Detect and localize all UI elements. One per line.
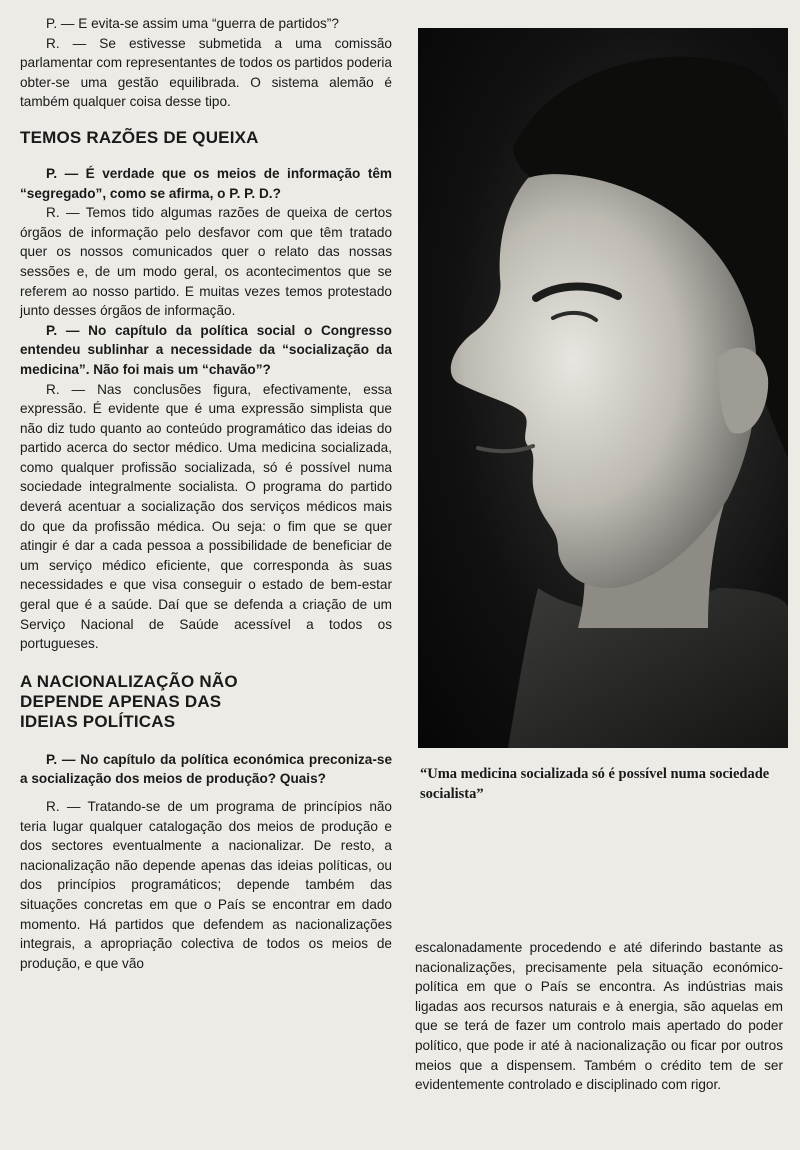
section-heading: TEMOS RAZÕES DE QUEIXA (20, 127, 259, 147)
answer-paragraph: R. — Se estivesse submetida a uma comissão parlamentar com representantes de todos os partidos poderia obter-se uma gestão equilibrada. O sistema alemão é também qualquer coisa desse tipo. (20, 35, 392, 110)
answer-paragraph: R. — Tratando-se de um programa de princípios não teria lugar qualquer catalogação dos meios de produção e dos sectores eventualmente a nacionalizar. De resto, a nacionalização não depende apenas das ideias políticas, ou dos princípios programáticos; depende também das situações concretas em que o País se encontrar em dado momento. Há partidos que defendem as nacionalizações integrais, a apropriação colectiva de todos os meios de produção, e que vão (20, 799, 392, 971)
question-paragraph: P. — No capítulo da política económica preconiza-se a socialização dos meios de produção? Quais? (20, 751, 392, 787)
portrait-illustration (418, 28, 788, 748)
section-heading: A NACIONALIZAÇÃO NÃO DEPENDE APENAS DAS IDEIAS POLÍTICAS (20, 671, 238, 731)
portrait-photo (418, 28, 788, 748)
answer-paragraph: R. — Nas conclusões figura, efectivamente, essa expressão. É evidente que é uma expressão simplista que não diz tudo quanto ao conteúdo programático das ideias do partido acerca do sector médico. Uma medicina socializada, como qualquer profissão socializada, só é possível numa sociedade integralmente socialista. O programa do partido deverá acentuar a socialização dos serviços médicos mais do que da profissão médica. Ou seja: o fim que se quer atingir é dar a cada pessoa a possibilidade de beneficiar de um serviço médico eficiente, que corresponda às suas necessidades e que visa conseguir o estado de bem-estar geral que é a saúde. Daí que se defenda a criação de um Serviço Nacional de Saúde acessível a todos os portugueses. (20, 381, 392, 652)
answer-paragraph: R. — Temos tido algumas razões de queixa de certos órgãos de informação pelo desfavor com que têm tratado quer os nossos comunicados quer o relato das nossas sessões e, de um modo geral, os acontecimentos que se referem ao nosso partido. E muitas vezes temos protestado junto desses órgãos de informação. (20, 205, 392, 319)
left-column (20, 14, 392, 973)
answer-paragraph-continued: escalonadamente procedendo e até diferindo bastante as nacionalizações, precisamente pela situação económico-política em que o País se encontra. As indústrias mais ligadas aos recursos naturais e à energia, são aquelas em que se terá de fazer um controlo mais apertado do poder político, que pode ir até à nacionalização ou ficar por outros meios que a dispensem. Também o crédito tem de ser evidentemente controlado e disciplinado com rigor. (415, 940, 783, 1093)
question-paragraph: P. — No capítulo da política social o Congresso entendeu sublinhar a necessidade da “socialização da medicina”. Não foi mais um “chavão”? (20, 322, 392, 377)
right-column (415, 938, 783, 1095)
question-paragraph: P. — É verdade que os meios de informação têm “segregado”, como se afirma, o P. P. D.? (20, 165, 392, 201)
photo-caption: “Uma medicina socializada só é possível numa sociedade socialista” (420, 766, 770, 802)
question-paragraph: P. — E evita-se assim uma “guerra de partidos”? (46, 16, 339, 31)
